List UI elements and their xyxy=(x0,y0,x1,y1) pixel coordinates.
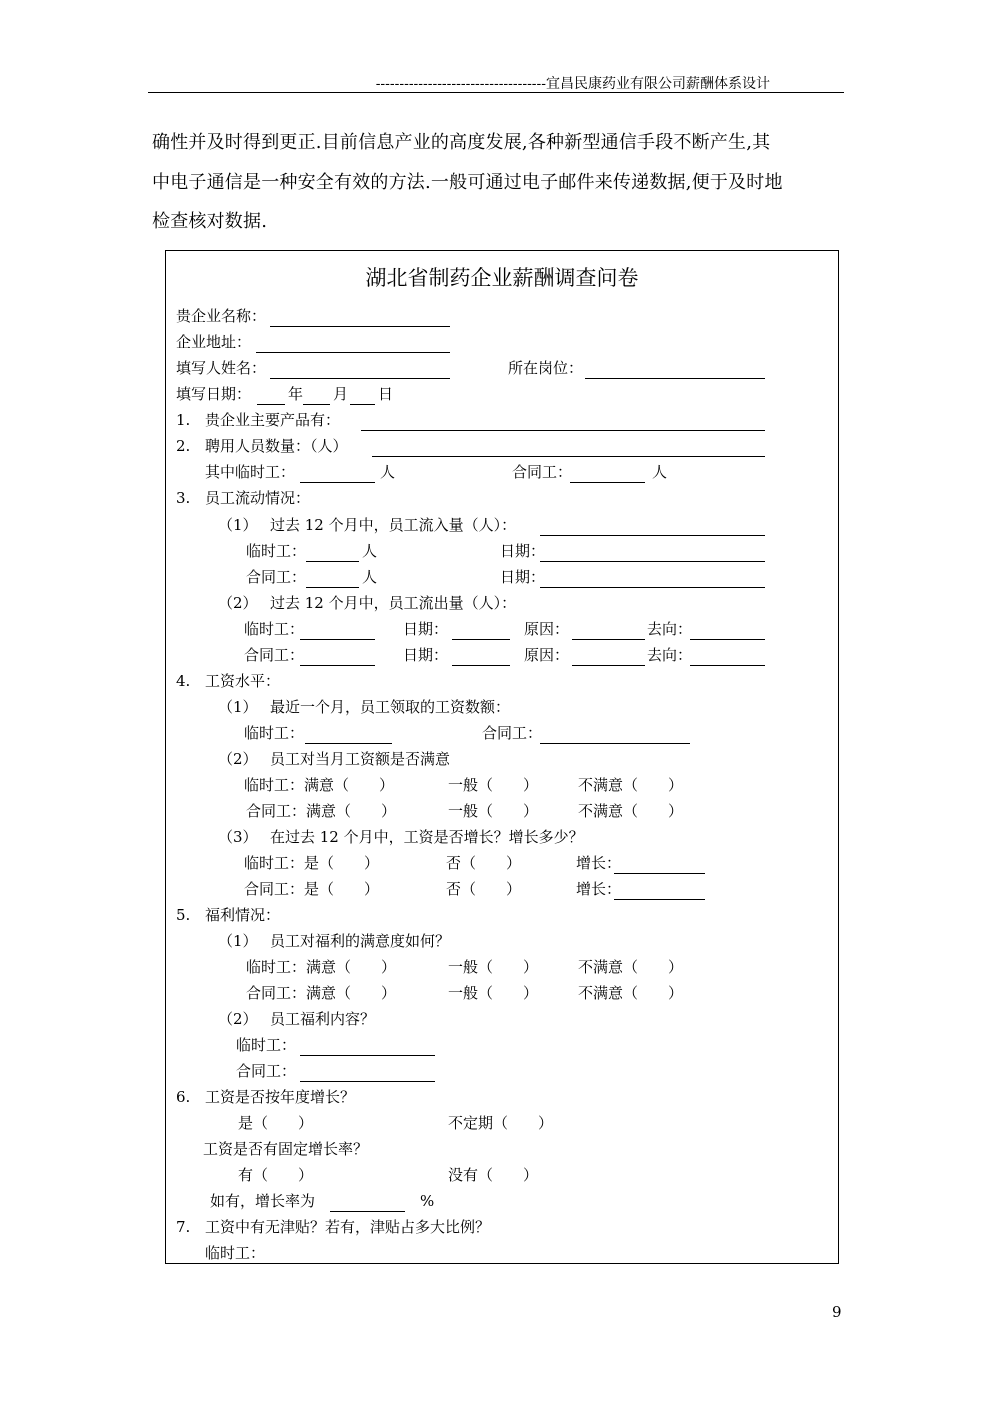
q5-s1-contract-average[interactable]: 一般（ ） xyxy=(448,984,539,1002)
questionnaire-title: 湖北省制药企业薪酬调查问卷 xyxy=(365,266,639,290)
q5-s1-text: 员工对福利的满意度如何？ xyxy=(270,932,451,950)
q2-number: 2. xyxy=(176,437,191,455)
q6-percent-sign: % xyxy=(420,1192,435,1210)
q5-s1-contract-satisfied[interactable]: 合同工：满意（ ） xyxy=(246,984,397,1002)
date-year-label: 年 xyxy=(288,385,304,403)
q4-s3-text: 在过去 12 个月中，工资是否增长？增长多少？ xyxy=(270,828,584,846)
q6-fixed-rate-question: 工资是否有固定增长率？ xyxy=(203,1140,369,1158)
q3-s1-temp-date-label: 日期： xyxy=(500,542,546,560)
q3-s1-temp-date-field[interactable] xyxy=(540,561,765,562)
q3-s1-temp-unit: 人 xyxy=(362,542,378,560)
q4-s3-contract-growth-field[interactable] xyxy=(614,899,705,900)
q4-s3-contract-yes[interactable]: 合同工：是（ ） xyxy=(244,880,380,898)
company-address-label: 企业地址： xyxy=(176,333,252,351)
q4-s3-contract-no[interactable]: 否（ ） xyxy=(446,880,522,898)
page-header-rule xyxy=(148,92,844,93)
filler-name-label: 填写人姓名： xyxy=(176,359,267,377)
q4-s1-temp-label: 临时工： xyxy=(244,724,305,742)
q5-number: 5. xyxy=(176,906,191,924)
q3-s1-contract-date-label: 日期： xyxy=(500,568,546,586)
q6-yes-option[interactable]: 是（ ） xyxy=(238,1114,314,1132)
q5-s1-number: （1） xyxy=(218,932,258,950)
q4-s2-temp-unsatisfied[interactable]: 不满意（ ） xyxy=(578,776,684,794)
q4-s2-contract-unsatisfied[interactable]: 不满意（ ） xyxy=(578,802,684,820)
q4-s3-contract-growth-label: 增长： xyxy=(576,880,622,898)
position-label: 所在岗位： xyxy=(508,359,584,377)
q3-s2-temp-date-field[interactable] xyxy=(452,639,510,640)
q2-contract-label: 合同工： xyxy=(512,463,573,481)
q5-s1-temp-average[interactable]: 一般（ ） xyxy=(448,958,539,976)
q6-text: 工资是否按年度增长？ xyxy=(205,1088,356,1106)
q6-number: 6. xyxy=(176,1088,191,1106)
q4-s3-temp-no[interactable]: 否（ ） xyxy=(446,854,522,872)
date-month-label: 月 xyxy=(333,385,349,403)
q4-number: 4. xyxy=(176,672,191,690)
q4-s1-contract-label: 合同工： xyxy=(482,724,543,742)
q6-if-yes-label: 如有，增长率为 xyxy=(210,1192,316,1210)
q7-text: 工资中有无津贴？若有，津贴占多大比例？ xyxy=(205,1218,491,1236)
company-name-label: 贵企业名称： xyxy=(176,307,267,325)
q3-s1-total-field[interactable] xyxy=(540,535,765,536)
q1-products-field[interactable] xyxy=(361,430,765,431)
company-name-field[interactable] xyxy=(270,326,450,327)
q5-s2-temp-label: 临时工： xyxy=(236,1036,297,1054)
q2-temp-field[interactable] xyxy=(300,482,375,483)
q7-number: 7. xyxy=(176,1218,191,1236)
q4-text: 工资水平： xyxy=(205,672,281,690)
q4-s3-temp-growth-label: 增长： xyxy=(576,854,622,872)
q3-s2-contract-label: 合同工： xyxy=(244,646,305,664)
q5-s1-contract-unsatisfied[interactable]: 不满意（ ） xyxy=(578,984,684,1002)
q3-s1-contract-unit: 人 xyxy=(362,568,378,586)
q3-s2-temp-field[interactable] xyxy=(300,639,375,640)
q5-s2-text: 员工福利内容？ xyxy=(270,1010,376,1028)
q6-has-option[interactable]: 有（ ） xyxy=(238,1166,314,1184)
q6-growth-rate-field[interactable] xyxy=(330,1211,405,1212)
q3-s2-text: 过去 12 个月中，员工流出量（人）： xyxy=(270,594,517,612)
q4-s1-temp-field[interactable] xyxy=(305,743,392,744)
q4-s1-number: （1） xyxy=(218,698,258,716)
q3-s1-contract-field[interactable] xyxy=(306,587,359,588)
page-header-text: ------------------------------------宜昌民康药业有限公司薪酬体系设计 xyxy=(375,76,770,92)
company-address-field[interactable] xyxy=(256,352,450,353)
date-day-label: 日 xyxy=(378,385,394,403)
q3-s2-temp-date-label: 日期： xyxy=(403,620,449,638)
q4-s2-temp-average[interactable]: 一般（ ） xyxy=(448,776,539,794)
q4-s3-number: （3） xyxy=(218,828,258,846)
q5-s1-temp-unsatisfied[interactable]: 不满意（ ） xyxy=(578,958,684,976)
q3-s2-temp-reason-label: 原因： xyxy=(524,620,570,638)
q3-s1-temp-label: 临时工： xyxy=(246,542,307,560)
q3-s1-text: 过去 12 个月中，员工流入量（人）： xyxy=(270,516,517,534)
q4-s2-temp-satisfied[interactable]: 临时工：满意（ ） xyxy=(244,776,395,794)
q3-s2-temp-destination-field[interactable] xyxy=(690,639,765,640)
date-label: 填写日期： xyxy=(176,385,252,403)
q3-s2-contract-reason-field[interactable] xyxy=(572,665,645,666)
q2-temp-unit: 人 xyxy=(380,463,396,481)
q3-s1-contract-date-field[interactable] xyxy=(540,587,765,588)
q5-s2-contract-field[interactable] xyxy=(300,1081,435,1082)
q3-s2-contract-destination-label: 去向： xyxy=(647,646,693,664)
q2-text: 聘用人员数量：（人） xyxy=(205,437,348,455)
q4-s1-contract-field[interactable] xyxy=(540,743,690,744)
q3-s2-temp-destination-label: 去向： xyxy=(647,620,693,638)
q3-s2-contract-field[interactable] xyxy=(300,665,375,666)
q1-text: 贵企业主要产品有： xyxy=(205,411,341,429)
q7-temp-label: 临时工： xyxy=(205,1244,266,1262)
q4-s1-text: 最近一个月，员工领取的工资数额： xyxy=(270,698,511,716)
q5-s2-temp-field[interactable] xyxy=(300,1055,435,1056)
q3-s1-temp-field[interactable] xyxy=(306,561,359,562)
q1-number: 1. xyxy=(176,411,191,429)
q5-s2-number: （2） xyxy=(218,1010,258,1028)
q4-s2-contract-satisfied[interactable]: 合同工：满意（ ） xyxy=(246,802,397,820)
date-month-field[interactable] xyxy=(303,404,330,405)
q4-s2-text: 员工对当月工资额是否满意 xyxy=(270,750,451,768)
q3-s2-number: （2） xyxy=(218,594,258,612)
q3-s2-temp-reason-field[interactable] xyxy=(572,639,645,640)
q2-temp-label: 其中临时工： xyxy=(205,463,296,481)
q6-irregular-option[interactable]: 不定期（ ） xyxy=(448,1114,554,1132)
position-field[interactable] xyxy=(585,378,765,379)
q3-s1-contract-label: 合同工： xyxy=(246,568,307,586)
q3-s2-contract-date-field[interactable] xyxy=(452,665,510,666)
q5-text: 福利情况： xyxy=(205,906,281,924)
intro-line-2: 中电子通信是一种安全有效的方法.一般可通过电子邮件来传递数据,便于及时地 xyxy=(152,172,783,193)
q5-s2-contract-label: 合同工： xyxy=(236,1062,297,1080)
q2-headcount-field[interactable] xyxy=(372,456,765,457)
date-year-field[interactable] xyxy=(257,404,285,405)
q6-none-option[interactable]: 没有（ ） xyxy=(448,1166,539,1184)
q3-s2-contract-date-label: 日期： xyxy=(403,646,449,664)
q4-s2-number: （2） xyxy=(218,750,258,768)
q4-s3-temp-yes[interactable]: 临时工：是（ ） xyxy=(244,854,380,872)
q3-s2-temp-label: 临时工： xyxy=(244,620,305,638)
q3-text: 员工流动情况： xyxy=(205,489,311,507)
page-number: 9 xyxy=(832,1303,842,1321)
q4-s3-temp-growth-field[interactable] xyxy=(614,873,705,874)
intro-line-1: 确性并及时得到更正.目前信息产业的高度发展,各种新型通信手段不断产生,其 xyxy=(152,132,771,153)
q3-s2-contract-destination-field[interactable] xyxy=(690,665,765,666)
q2-contract-field[interactable] xyxy=(570,482,645,483)
q3-s2-contract-reason-label: 原因： xyxy=(524,646,570,664)
q4-s2-contract-average[interactable]: 一般（ ） xyxy=(448,802,539,820)
q2-contract-unit: 人 xyxy=(652,463,668,481)
q3-number: 3. xyxy=(176,489,191,507)
filler-name-field[interactable] xyxy=(270,378,450,379)
date-day-field[interactable] xyxy=(350,404,375,405)
q5-s1-temp-satisfied[interactable]: 临时工：满意（ ） xyxy=(246,958,397,976)
intro-line-3: 检查核对数据. xyxy=(152,211,268,232)
q3-s1-number: （1） xyxy=(218,516,258,534)
